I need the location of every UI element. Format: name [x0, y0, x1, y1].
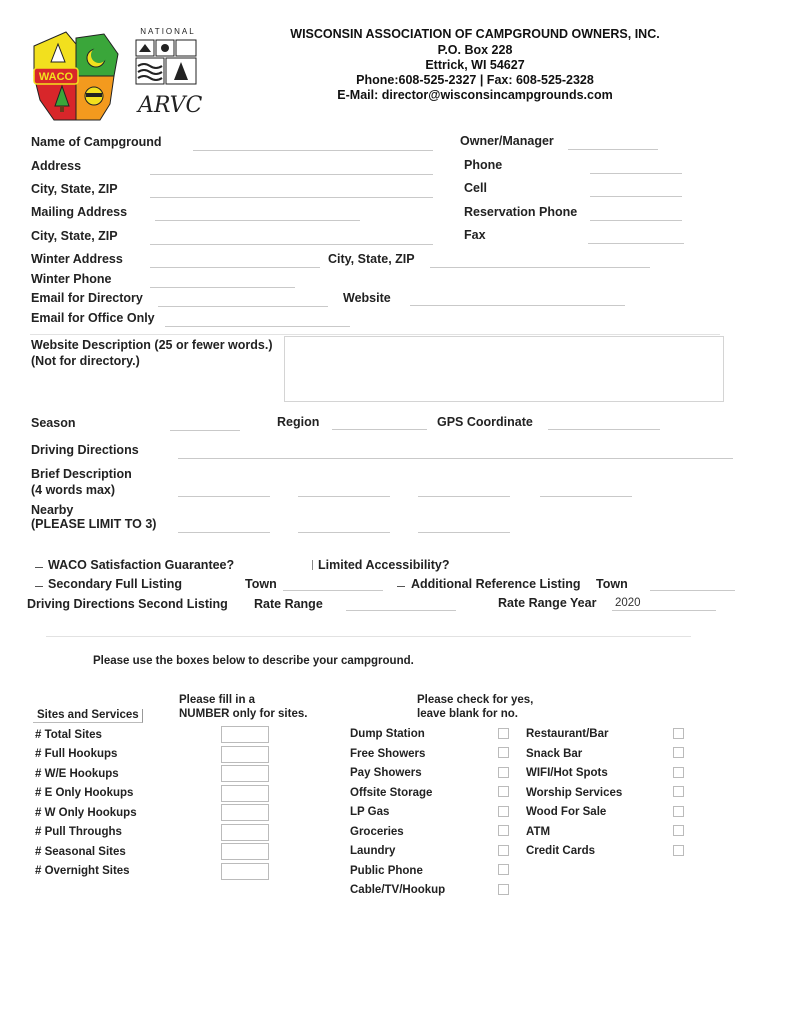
nearby-note: (PLEASE LIMIT TO 3) — [31, 517, 157, 531]
number-note-1: Please fill in a — [179, 694, 256, 706]
service-checkbox-atm[interactable] — [673, 825, 684, 836]
nearby-field-1[interactable] — [178, 532, 270, 533]
sites-input-4[interactable] — [221, 804, 269, 821]
waco-logo-text: WACO — [38, 71, 74, 83]
winter-city-state-zip-label: City, State, ZIP — [328, 252, 415, 266]
reservation-phone-label: Reservation Phone — [464, 205, 578, 219]
sites-label-7: # Overnight Sites — [35, 865, 130, 877]
email-directory-field[interactable] — [158, 306, 328, 307]
rate-range-field[interactable] — [346, 610, 456, 611]
boxes-intro: Please use the boxes below to describe your campground. — [93, 655, 414, 667]
secondary-listing-label: Secondary Full Listing — [48, 577, 183, 591]
service-checkbox-restaurant-bar[interactable] — [673, 728, 684, 739]
sites-input-2[interactable] — [221, 765, 269, 782]
sites-label-5: # Pull Throughs — [35, 826, 122, 838]
service-checkbox-worship[interactable] — [673, 786, 684, 797]
service-checkbox-offsite-storage[interactable] — [498, 786, 509, 797]
brief-description-field-3[interactable] — [418, 496, 510, 497]
town-1-field[interactable] — [283, 590, 383, 591]
divider — [30, 334, 720, 335]
season-field[interactable] — [170, 430, 240, 431]
waco-logo — [26, 24, 126, 124]
arvc-national-text: NATIONAL — [140, 27, 196, 36]
secondary-listing-checkbox[interactable] — [35, 586, 43, 587]
brief-description-field-2[interactable] — [298, 496, 390, 497]
website-field[interactable] — [410, 305, 625, 306]
address-label: Address — [31, 159, 82, 173]
fax-label: Fax — [464, 228, 486, 242]
satisfaction-checkbox[interactable] — [35, 567, 43, 568]
address-field[interactable] — [150, 174, 433, 175]
rate-range-label: Rate Range — [254, 597, 323, 611]
website-description-textarea[interactable] — [284, 336, 724, 402]
email-directory-label: Email for Directory — [31, 291, 143, 305]
service-label-cable-tv: Cable/TV/Hookup — [350, 884, 446, 896]
service-checkbox-lp-gas[interactable] — [498, 806, 509, 817]
reservation-phone-field[interactable] — [590, 220, 682, 221]
service-checkbox-wood[interactable] — [673, 806, 684, 817]
service-checkbox-dump-station[interactable] — [498, 728, 509, 739]
service-checkbox-wifi[interactable] — [673, 767, 684, 778]
service-label-snack-bar: Snack Bar — [526, 748, 583, 760]
brief-description-field-4[interactable] — [540, 496, 632, 497]
sites-label-2: # W/E Hookups — [35, 768, 119, 780]
sites-input-5[interactable] — [221, 824, 269, 841]
name-of-campground-field[interactable] — [193, 150, 433, 151]
service-label-wifi: WIFI/Hot Spots — [526, 767, 608, 779]
service-checkbox-snack-bar[interactable] — [673, 747, 684, 758]
owner-manager-label: Owner/Manager — [460, 134, 554, 148]
website-label: Website — [343, 291, 391, 305]
service-checkbox-public-phone[interactable] — [498, 864, 509, 875]
service-label-lp-gas: LP Gas — [350, 806, 390, 818]
sites-input-1[interactable] — [221, 746, 269, 763]
sites-label-1: # Full Hookups — [35, 748, 118, 760]
sites-header: Sites and Services — [33, 709, 143, 723]
arvc-logo — [130, 22, 210, 120]
winter-city-state-zip-field[interactable] — [430, 267, 650, 268]
service-label-worship: Worship Services — [526, 787, 623, 799]
winter-phone-label: Winter Phone — [31, 272, 112, 286]
city-state-zip-2-field[interactable] — [150, 244, 433, 245]
sites-label-0: # Total Sites — [35, 729, 102, 741]
cell-label: Cell — [464, 181, 487, 195]
region-field[interactable] — [332, 429, 427, 430]
sites-input-7[interactable] — [221, 863, 269, 880]
arvc-logo-text: ARVC — [138, 93, 203, 118]
service-label-free-showers: Free Showers — [350, 748, 426, 760]
rate-range-year-label: Rate Range Year — [498, 596, 597, 610]
city-state-zip-label: City, State, ZIP — [31, 182, 118, 196]
nearby-label: Nearby — [31, 503, 74, 517]
town-2-field[interactable] — [650, 590, 735, 591]
rate-range-year-value[interactable]: 2020 — [615, 597, 641, 609]
email-office-label: Email for Office Only — [31, 311, 155, 325]
winter-phone-field[interactable] — [150, 287, 295, 288]
mailing-address-label: Mailing Address — [31, 205, 128, 219]
nearby-field-2[interactable] — [298, 532, 390, 533]
season-label: Season — [31, 416, 76, 430]
service-label-dump-station: Dump Station — [350, 728, 425, 740]
additional-reference-label: Additional Reference Listing — [411, 577, 581, 591]
name-of-campground-label: Name of Campground — [31, 135, 162, 149]
cell-field[interactable] — [590, 196, 682, 197]
brief-description-label: Brief Description — [31, 467, 132, 481]
org-name: WISCONSIN ASSOCIATION OF CAMPGROUND OWNERS, INC. — [290, 27, 660, 41]
mailing-address-field[interactable] — [155, 220, 360, 221]
gps-field[interactable] — [548, 429, 660, 430]
org-email: E-Mail: director@wisconsincampgrounds.com — [337, 88, 613, 102]
service-checkbox-credit-cards[interactable] — [673, 845, 684, 856]
service-label-atm: ATM — [526, 826, 551, 838]
check-note-1: Please check for yes, — [417, 694, 534, 706]
fax-field[interactable] — [588, 243, 684, 244]
phone-label: Phone — [464, 158, 503, 172]
service-checkbox-pay-showers[interactable] — [498, 767, 509, 778]
nearby-field-3[interactable] — [418, 532, 510, 533]
brief-description-field-1[interactable] — [178, 496, 270, 497]
limited-access-checkbox[interactable] — [312, 560, 314, 570]
sites-input-6[interactable] — [221, 843, 269, 860]
sites-input-0[interactable] — [221, 726, 269, 743]
service-checkbox-free-showers[interactable] — [498, 747, 509, 758]
driving-second-label: Driving Directions Second Listing — [27, 597, 228, 611]
divider — [46, 636, 691, 637]
service-checkbox-groceries[interactable] — [498, 825, 509, 836]
org-city: Ettrick, WI 54627 — [425, 58, 525, 72]
town-2-label: Town — [596, 577, 628, 591]
service-label-restaurant-bar: Restaurant/Bar — [526, 728, 609, 740]
owner-manager-field[interactable] — [568, 149, 658, 150]
service-checkbox-laundry[interactable] — [498, 845, 509, 856]
email-office-field[interactable] — [165, 326, 350, 327]
service-label-offsite-storage: Offsite Storage — [350, 787, 433, 799]
phone-field[interactable] — [590, 173, 682, 174]
service-label-laundry: Laundry — [350, 845, 396, 857]
website-description-label: Website Description (25 or fewer words.) — [31, 338, 273, 352]
service-label-pay-showers: Pay Showers — [350, 767, 422, 779]
phone-fax: Phone:608-525-2327 | Fax: 608-525-2328 — [356, 73, 594, 87]
sites-label-4: # W Only Hookups — [35, 807, 137, 819]
rate-range-year-field — [612, 610, 716, 611]
service-label-public-phone: Public Phone — [350, 865, 423, 877]
driving-directions-label: Driving Directions — [31, 443, 139, 457]
check-note-2: leave blank for no. — [417, 708, 518, 720]
winter-address-field[interactable] — [150, 267, 320, 268]
city-state-zip-field[interactable] — [150, 197, 433, 198]
sites-label-3: # E Only Hookups — [35, 787, 134, 799]
gps-label: GPS Coordinate — [437, 415, 533, 429]
service-checkbox-cable-tv[interactable] — [498, 884, 509, 895]
town-1-label: Town — [245, 577, 277, 591]
driving-directions-field[interactable] — [178, 458, 733, 459]
sites-input-3[interactable] — [221, 785, 269, 802]
service-label-groceries: Groceries — [350, 826, 404, 838]
limited-access-label: Limited Accessibility? — [318, 558, 450, 572]
sites-label-6: # Seasonal Sites — [35, 846, 126, 858]
website-description-note: (Not for directory.) — [31, 354, 140, 368]
city-state-zip-2-label: City, State, ZIP — [31, 229, 118, 243]
region-label: Region — [277, 415, 320, 429]
service-label-wood: Wood For Sale — [526, 806, 607, 818]
po-box: P.O. Box 228 — [437, 43, 513, 57]
brief-description-note: (4 words max) — [31, 483, 116, 497]
service-label-credit-cards: Credit Cards — [526, 845, 596, 857]
satisfaction-label: WACO Satisfaction Guarantee? — [48, 558, 235, 572]
number-note-2: NUMBER only for sites. — [179, 708, 308, 720]
additional-reference-checkbox[interactable] — [397, 586, 405, 587]
winter-address-label: Winter Address — [31, 252, 123, 266]
